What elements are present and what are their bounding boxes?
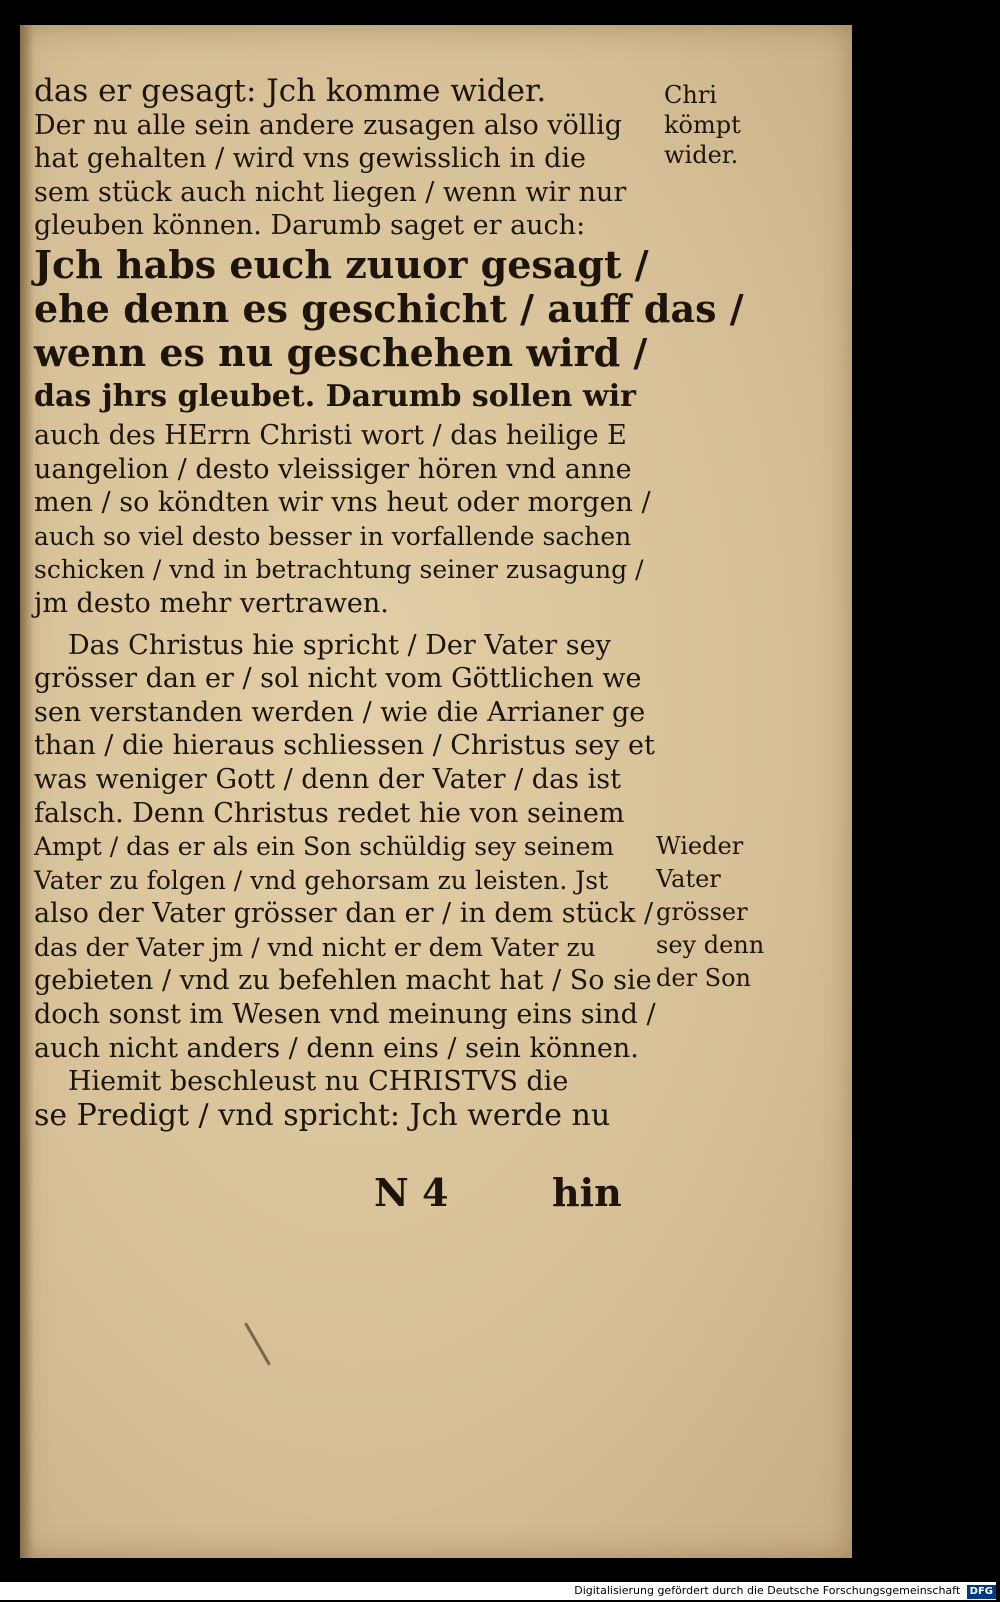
text-line: das er gesagt: Jch komme wider. (34, 73, 547, 109)
marginal-line: der Son (656, 964, 752, 992)
catchword: hin (552, 1170, 622, 1215)
text-line: Ampt / das er als ein Son schüldig sey seinem (34, 832, 615, 862)
text-line: gleuben können. Darumb saget er auch: (34, 210, 586, 242)
text-line: doch sonst im Wesen vnd meinung eins sind / (34, 999, 656, 1031)
marginal-line: grösser (656, 898, 748, 926)
text-line: was weniger Gott / denn der Vater / das ist (34, 763, 621, 795)
text-line: auch so viel desto besser in vorfallende sachen (34, 521, 632, 551)
text-line: sem stück auch nicht liegen / wenn wir nur (34, 176, 627, 208)
text-line: Vater zu folgen / vnd gehorsam zu leisten. Jst (34, 865, 609, 895)
text-line: men / so köndten wir vns heut oder morgen / (34, 487, 651, 519)
text-line: se Predigt / vnd spricht: Jch werde nu (34, 1097, 611, 1133)
dfg-logo: DFG (967, 1585, 996, 1599)
text-line: hat gehalten / wird vns gewisslich in die (34, 143, 586, 175)
text-line: das jhrs gleubet. Darumb sollen wir (34, 378, 636, 414)
text-line: uangelion / desto vleissiger hören vnd anne (34, 453, 632, 485)
text-line: auch nicht anders / denn eins / sein können. (34, 1032, 639, 1064)
text-line: schicken / vnd in betrachtung seiner zusagung / (34, 555, 644, 585)
text-line: sen verstanden werden / wie die Arrianer ge (34, 696, 646, 728)
text-line: Jch habs euch zuuor gesagt / (34, 241, 649, 287)
marginal-line: Wieder (656, 832, 744, 860)
text-line: grösser dan er / sol nicht vom Göttlichen we (34, 663, 642, 695)
text-line: than / die hieraus schliessen / Christus sey et (34, 730, 655, 762)
signature-mark: N 4 (374, 1170, 449, 1215)
text-line: falsch. Denn Christus redet hie von seinem (34, 797, 625, 829)
text-line: wenn es nu geschehen wird / (34, 329, 648, 375)
marginal-note (656, 830, 776, 995)
digitization-credit (0, 1582, 996, 1600)
text-line: Hiemit beschleust nu CHRISTVS die (68, 1066, 569, 1098)
page-gutter-shadow (20, 25, 34, 1558)
page-foot (34, 1170, 654, 1220)
marginal-line: kömpt (664, 111, 741, 139)
marginal-line: sey denn (656, 931, 765, 959)
credit-text: Digitalisierung gefördert durch die Deutsche Forschungsgemeinschaft (574, 1584, 961, 1597)
text-line: jm desto mehr vertrawen. (34, 587, 389, 619)
text-line: Der nu alle sein andere zusagen also völlig (34, 109, 622, 141)
text-line: ehe denn es geschicht / auff das / (34, 285, 744, 331)
marginal-line: Vater (656, 865, 721, 893)
text-line: Das Christus hie spricht / Der Vater sey (68, 629, 611, 661)
text-line: also der Vater grösser dan er / in dem stück / (34, 898, 654, 930)
text-line: gebieten / vnd zu befehlen macht hat / So sie (34, 965, 652, 997)
marginal-note (664, 80, 784, 170)
marginal-line: Chri (664, 81, 717, 109)
marginal-line: wider. (664, 141, 739, 169)
text-line: das der Vater jm / vnd nicht er dem Vater zu (34, 932, 596, 962)
text-line: auch des HErrn Christi wort / das heilige E (34, 419, 627, 451)
